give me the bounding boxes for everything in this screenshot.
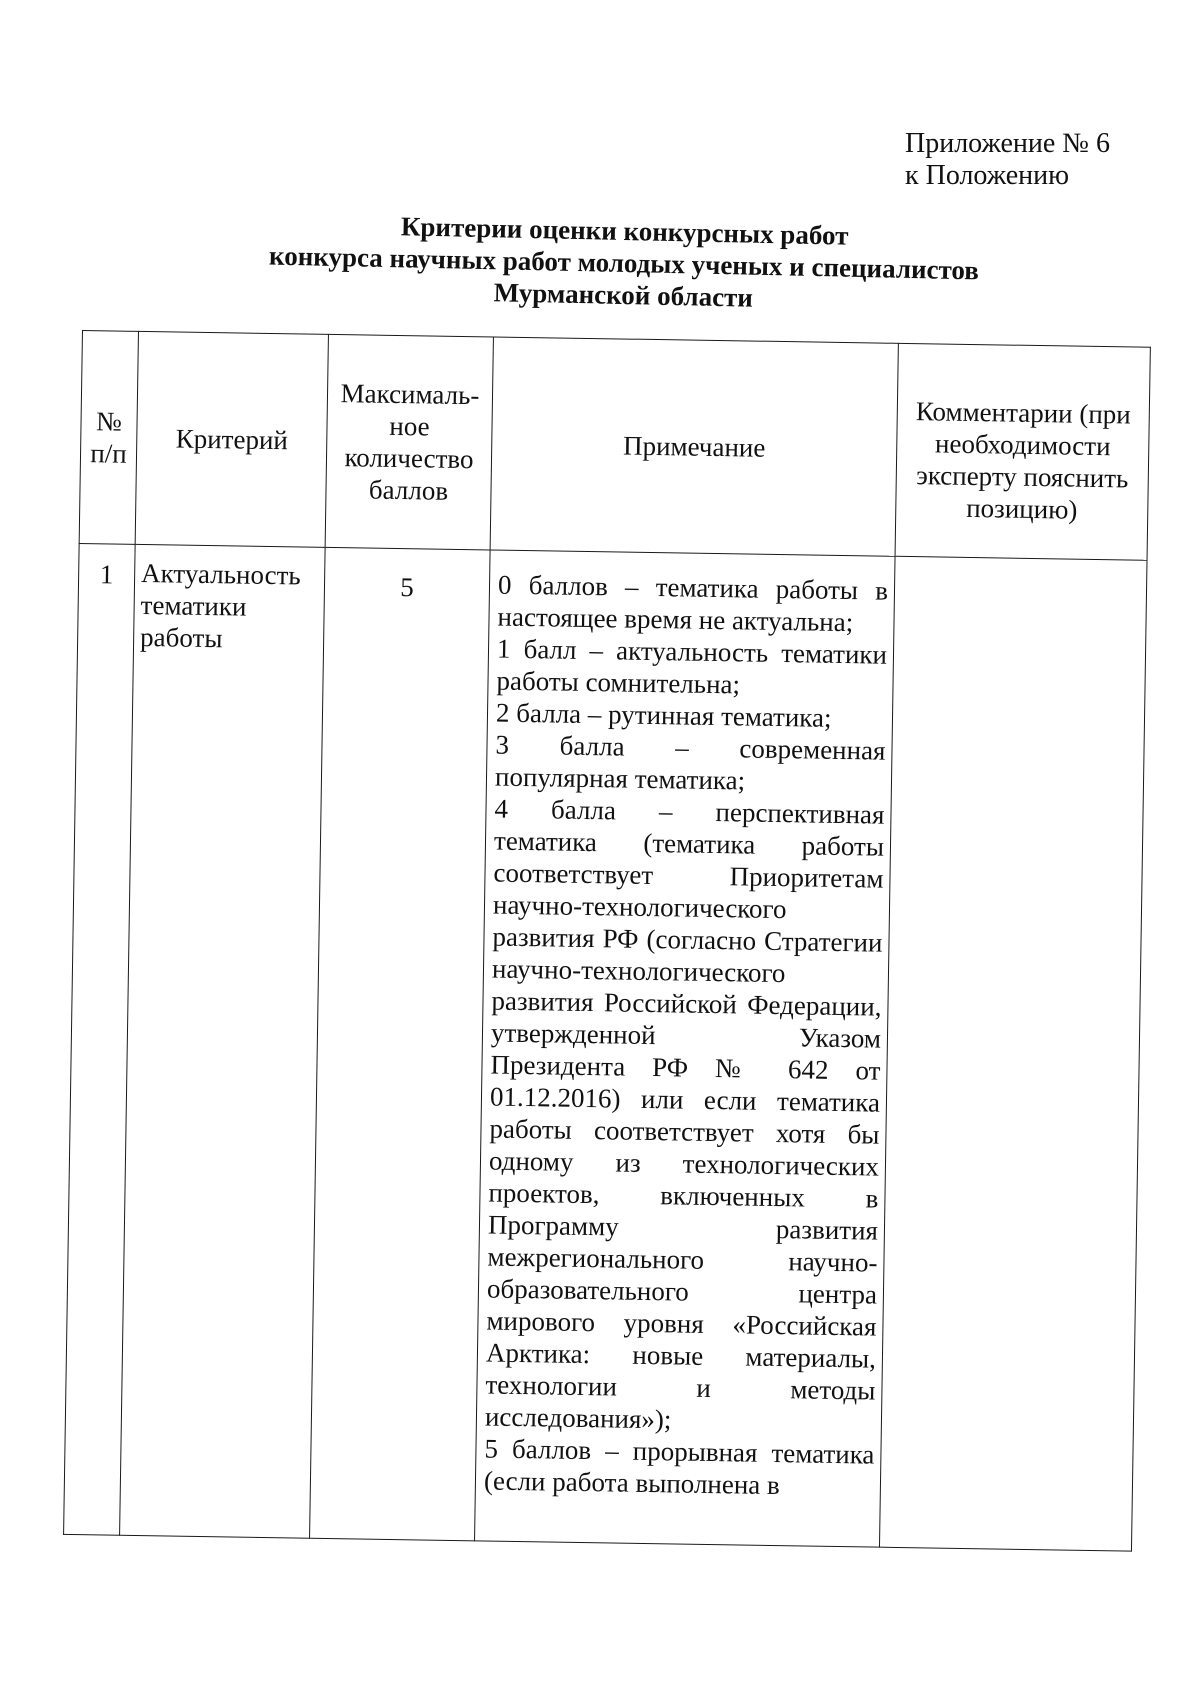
table-row [64,543,1147,1551]
note-list [476,550,895,1502]
cell-comments [879,556,1147,1551]
criteria-table [63,330,1151,1552]
note-item-5: 5 баллов – прорывная тематика (если работа выполнена в [483,1433,875,1501]
note-item-0: 0 баллов – тематика работы в настоящее время не актуальна; [497,569,889,638]
header-max-points: Максималь-ное количество баллов [325,334,493,550]
appendix-number: Приложение № 6 [905,128,1110,159]
note-item-1: 1 балл – актуальность тематики работы сомнительна; [496,633,888,700]
header-num: № п/п [79,331,138,545]
cell-note [475,550,896,1547]
header-note: Примечание [490,337,898,556]
document-title [228,207,1020,320]
table-header-row [79,331,1150,561]
title-line-3: Мурманской области [493,277,754,313]
appendix-regulation-ref: к Положению [905,160,1070,191]
cell-criterion: Актуальность тематики работы [120,544,326,1538]
note-item-2: 2 балла – рутинная тематика; [495,697,832,733]
title-line-1: Критерии оценки конкурсных работ [400,211,849,251]
header-criterion: Критерий [135,331,328,547]
header-comments: Комментарии (при необходимости эксперту пояснить позицию) [895,343,1150,560]
note-item-3: 3 балла – современная популярная тематика; [494,729,886,796]
note-item-4: 4 балла – перспективная тематика (тематика работы соответствует Приоритетам научно-технологического развития РФ (согласно Стратегии научно-технологического развития Российской Федерации, утвержденной Указом Президента РФ № 642 от 01.12.2016) или если тематика работы соответствует хотя бы одному из технологических проектов, включенных в Программу развития межрегионального научно-образовательного центра мирового уровня «Российская Арктика: новые материалы, технологии и методы исследования»); [484,793,885,1435]
title-line-2: конкурса научных работ молодых ученых и специалистов [268,240,980,286]
cell-num: 1 [64,543,136,1535]
cell-max-points: 5 [310,547,491,1540]
appendix-reference [905,128,1110,192]
criteria-table-wrapper [63,330,1150,1557]
